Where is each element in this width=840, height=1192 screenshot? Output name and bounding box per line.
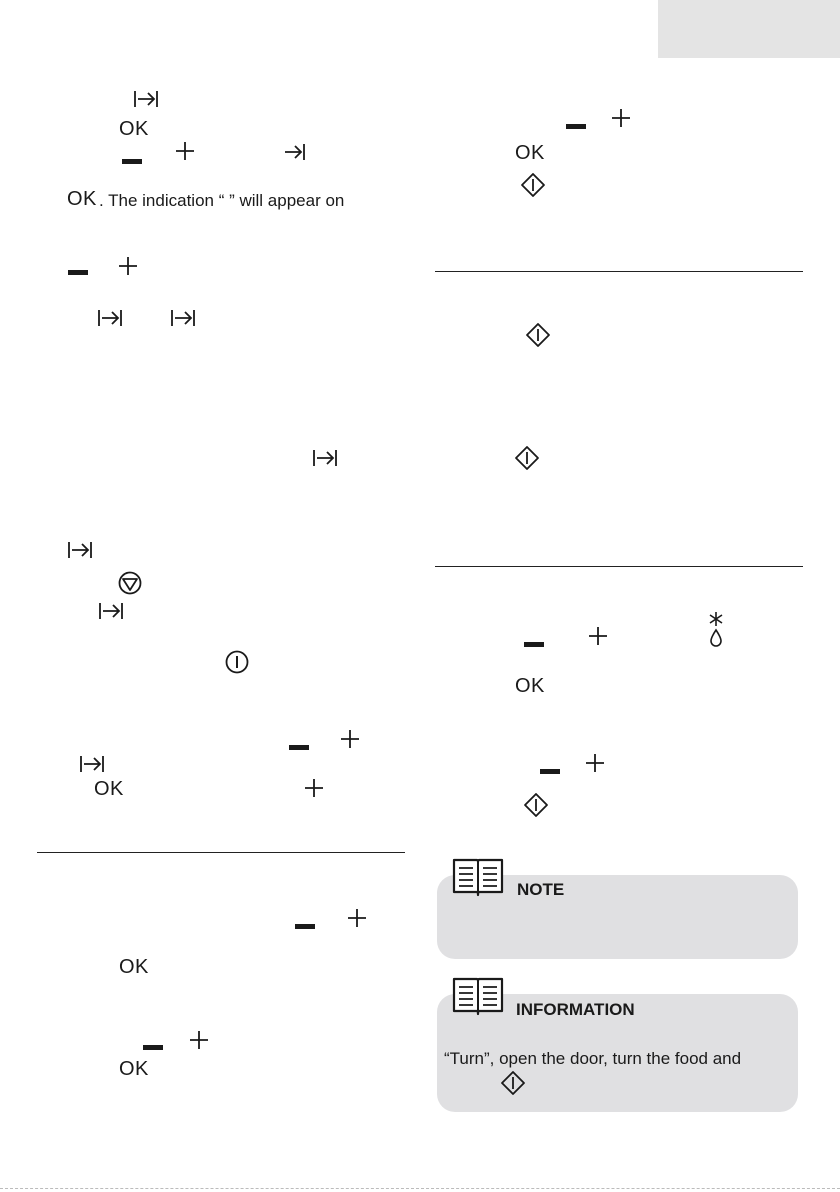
ok-symbol: OK bbox=[94, 778, 124, 800]
start-icon bbox=[523, 792, 549, 818]
end-time-icon bbox=[79, 754, 105, 774]
start-icon bbox=[514, 445, 540, 471]
end-time-icon bbox=[97, 308, 123, 328]
plus-icon bbox=[611, 108, 631, 128]
minus-icon bbox=[68, 270, 88, 275]
book-icon bbox=[451, 857, 505, 899]
section-divider bbox=[435, 566, 803, 567]
end-time-icon bbox=[67, 540, 93, 560]
indication-text: . The indication “ ” will appear on bbox=[99, 191, 345, 210]
minus-icon bbox=[289, 745, 309, 750]
ok-symbol: OK bbox=[119, 956, 149, 978]
start-icon bbox=[525, 322, 551, 348]
section-divider bbox=[435, 271, 803, 272]
section-divider bbox=[37, 852, 405, 853]
defrost-icon bbox=[706, 611, 726, 647]
end-time-icon bbox=[312, 448, 338, 468]
minus-icon bbox=[295, 924, 315, 929]
end-time-icon bbox=[170, 308, 196, 328]
start-icon bbox=[520, 172, 546, 198]
minus-icon bbox=[540, 769, 560, 774]
ok-symbol: OK bbox=[515, 142, 545, 164]
stop-icon bbox=[118, 571, 142, 595]
end-time-icon bbox=[98, 601, 124, 621]
power-icon bbox=[225, 650, 249, 674]
plus-icon bbox=[340, 729, 360, 749]
minus-icon bbox=[122, 159, 142, 164]
information-text: “Turn”, open the door, turn the food and bbox=[444, 1049, 742, 1068]
note-title: NOTE bbox=[517, 880, 565, 899]
plus-icon bbox=[347, 908, 367, 928]
start-icon bbox=[500, 1070, 526, 1096]
section-tab bbox=[658, 0, 840, 58]
ok-symbol: OK bbox=[67, 188, 97, 210]
arrow-icon bbox=[283, 142, 307, 162]
plus-icon bbox=[175, 141, 195, 161]
plus-icon bbox=[588, 626, 608, 646]
plus-icon bbox=[585, 753, 605, 773]
plus-icon bbox=[118, 256, 138, 276]
ok-symbol: OK bbox=[119, 118, 149, 140]
ok-symbol: OK bbox=[119, 1058, 149, 1080]
ok-symbol: OK bbox=[515, 675, 545, 697]
information-title: INFORMATION bbox=[516, 1000, 635, 1019]
page-bottom-border bbox=[0, 1188, 840, 1189]
book-icon bbox=[451, 976, 505, 1018]
minus-icon bbox=[566, 124, 586, 129]
minus-icon bbox=[524, 642, 544, 647]
plus-icon bbox=[304, 778, 324, 798]
end-time-icon bbox=[133, 89, 159, 109]
minus-icon bbox=[143, 1045, 163, 1050]
plus-icon bbox=[189, 1030, 209, 1050]
